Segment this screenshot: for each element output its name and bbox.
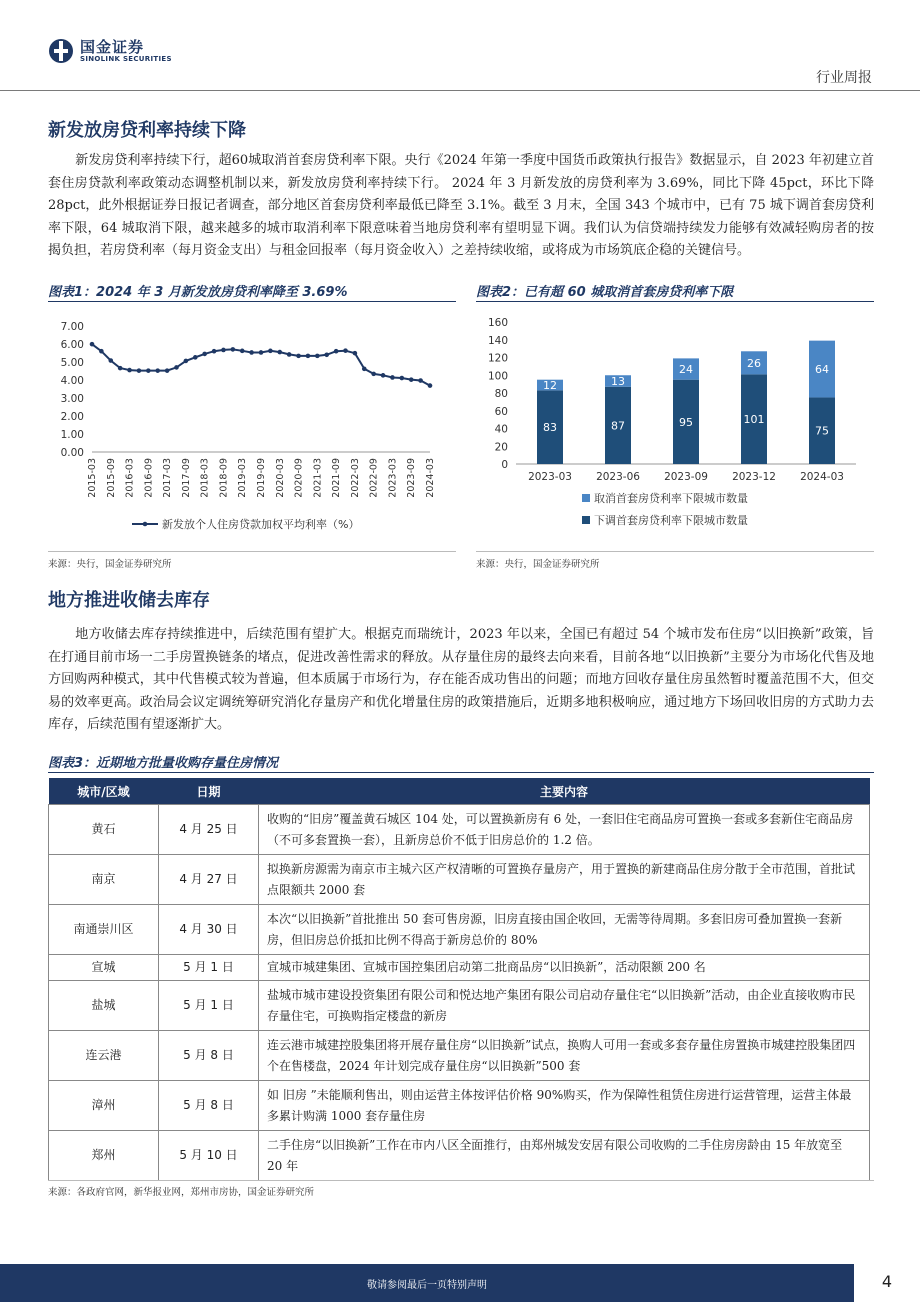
table-cell-content: 二手住房“以旧换新”工作在市内八区全面推行，由郑州城发安居有限公司收购的二手住房房龄由 15 年放宽至 20 年 xyxy=(259,1131,870,1181)
data-point xyxy=(381,373,386,378)
table-cell-city: 漳州 xyxy=(49,1081,159,1131)
data-point xyxy=(428,383,433,388)
table-cell-date: 4 月 25 日 xyxy=(159,805,259,855)
page-header xyxy=(0,0,920,92)
x-tick-label: 2023-12 xyxy=(732,471,776,483)
x-tick-label: 2018-09 xyxy=(218,458,230,498)
table-row xyxy=(49,905,870,955)
data-point xyxy=(108,358,113,363)
data-point xyxy=(390,375,395,380)
y-tick-label: 160 xyxy=(487,317,508,329)
data-point xyxy=(315,354,320,359)
figure-1-title-rule xyxy=(48,301,456,302)
x-tick-label: 2022-03 xyxy=(349,458,361,498)
y-tick-label: 120 xyxy=(487,352,508,365)
section-paragraph-mortgage-rate: 新发房贷利率持续下行，超60城取消首套房贷利率下限。央行《2024 年第一季度中国货币政策执行报告》数据显示，自 2023 年初建立首套住房贷款利率政策动态调整机制以来，新发放房贷利率持续下行。 2024 年 3 月新发放的房贷利率为 3.69%，同比下降 45pct，环比下降 28pct，此外根据证券日报记者调查，部分地区首套房贷利率最低已降至 3.1%。截至 3 月末，全国 343 个城市中，已有 75 城下调首套房贷利率下限，64 城取消下限，越来越多的城市取消利率下限意味着当地房贷利率有望明显下调。我们认为信贷端持续发力能够有效减轻购房者的按揭负担，若房贷利率（每月资金支出）与租金回报率（每月资金收入）之差持续收缩，或将成为市场筑底企稳的关键信号。 xyxy=(48,153,874,259)
table-cell-content: 本次“以旧换新”首批推出 50 套可售房源，旧房直接由国企收回，无需等待周期。多套旧房可叠加置换一套新房，但旧房总价抵扣比例不得高于新房总价的 80% xyxy=(259,905,870,955)
figure-1-title: 图表1：2024 年 3 月新发放房贷利率降至 3.69% xyxy=(48,285,348,300)
legend-label: 下调首套房贷利率下限城市数量 xyxy=(594,514,748,527)
table-row xyxy=(49,981,870,1031)
figure-1-source: 来源：央行，国金证券研究所 xyxy=(48,559,172,570)
y-tick-label: 60 xyxy=(494,405,508,418)
x-tick-label: 2023-03 xyxy=(528,471,572,483)
x-tick-label: 2019-03 xyxy=(237,458,249,498)
figure-1-source-rule xyxy=(48,551,456,552)
header-divider xyxy=(0,90,920,91)
table-row xyxy=(49,855,870,905)
table-cell-city: 宣城 xyxy=(49,955,159,981)
data-point xyxy=(277,350,282,355)
figure-2-title-rule xyxy=(476,301,874,302)
y-tick-label: 5.00 xyxy=(60,357,84,369)
table-cell-date: 4 月 30 日 xyxy=(159,905,259,955)
x-tick-label: 2015-03 xyxy=(87,458,98,498)
table-row xyxy=(49,805,870,855)
figure-2-source-rule xyxy=(476,551,874,552)
data-point xyxy=(409,377,414,382)
logo-english-name: SINOLINK SECURITIES xyxy=(80,54,172,63)
y-tick-label: 2.00 xyxy=(60,411,84,423)
x-tick-label: 2021-09 xyxy=(331,458,343,498)
bar-data-label: 87 xyxy=(611,419,625,433)
sinolink-logo-icon xyxy=(48,38,74,64)
data-point xyxy=(221,348,226,353)
y-tick-label: 80 xyxy=(494,388,508,400)
table-cell-city: 盐城 xyxy=(49,981,159,1031)
legend-swatch xyxy=(582,494,590,502)
y-tick-label: 100 xyxy=(487,370,508,383)
data-point xyxy=(296,354,301,359)
table-cell-date: 5 月 1 日 xyxy=(159,955,259,981)
x-tick-label: 2018-03 xyxy=(199,458,211,498)
page-number: 4 xyxy=(881,1272,892,1291)
company-logo xyxy=(48,38,172,64)
table-row xyxy=(49,1031,870,1081)
data-point xyxy=(202,352,207,357)
y-tick-label: 0.00 xyxy=(60,447,84,459)
table-cell-date: 5 月 1 日 xyxy=(159,981,259,1031)
table-cell-city: 南通崇川区 xyxy=(49,905,159,955)
table-cell-content: 拟换新房源需为南京市主城六区产权清晰的可置换存量房产，用于置换的新建商品住房分散于全市范围，首批试点限额共 2000 套 xyxy=(259,855,870,905)
figure-3-title: 图表3：近期地方批量收购存量住房情况 xyxy=(48,756,279,771)
data-point xyxy=(240,349,245,354)
x-tick-label: 2016-09 xyxy=(143,458,155,498)
legend-swatch xyxy=(582,516,590,524)
data-point xyxy=(165,368,170,373)
data-point xyxy=(127,368,132,373)
section-paragraph-local-acquisition: 地方收储去库存持续推进中，后续范围有望扩大。根据克而瑞统计，2023 年以来，全国已有超过 54 个城市发布住房“以旧换新”政策，旨在打通目前市场一二手房置换链条的堵点，促进改善性需求的释放。从存量住房的最终去向来看，目前各地“以旧换新”主要分为市场化代售及地方回购两种模式，其中代售模式较为普遍，但本质属于市场行为，存在能否成功售出的问题；而地方回收存量住房虽然暂时覆盖范围不大，但交易的效率更高。政治局会议定调统筹研究消化存量房产和优化增量住房的政策措施后，近期多地积极响应，通过地方下场回收旧房的方式助力去库存，后续范围有望逐渐扩大。 xyxy=(48,627,874,733)
table-cell-city: 连云港 xyxy=(49,1031,159,1081)
logo-chinese-name: 国金证券 xyxy=(80,37,145,56)
table-cell-content: 连云港市城建控股集团将开展存量住房“以旧换新”试点，换购人可用一套或多套存量住房置换市城建控股集团四个在售楼盘，2024 年计划完成存量住房“以旧换新”500 套 xyxy=(259,1031,870,1081)
table-cell-content: 盐城市城市建设投资集团有限公司和悦达地产集团有限公司启动存量住宅“以旧换新”活动，由企业直接收购市民存量住宅，可换购指定楼盘的新房 xyxy=(259,981,870,1031)
data-point xyxy=(418,378,423,383)
y-tick-label: 40 xyxy=(494,423,508,436)
x-tick-label: 2020-03 xyxy=(274,458,286,498)
table-row xyxy=(49,1131,870,1181)
table-cell-content: 收购的“旧房”覆盖黄石城区 104 处，可以置换新房有 6 处，一套旧住宅商品房可置换一套或多套新住宅商品房（不可多套置换一套），且新房总价不低于旧房总价的 1.2 倍。 xyxy=(259,805,870,855)
chart-first-home-rate-floor-bar xyxy=(476,306,876,544)
figure-2-source: 来源：央行，国金证券研究所 xyxy=(476,559,600,570)
figure-3-source: 来源：各政府官网，新华报业网，郑州市房协，国金证券研究所 xyxy=(48,1187,315,1198)
data-point xyxy=(212,349,217,354)
data-point xyxy=(353,351,358,356)
y-tick-label: 140 xyxy=(487,334,508,347)
table-cell-content: 宣城市城建集团、宣城市国控集团启动第二批商品房“以旧换新”，活动限额 200 名 xyxy=(259,955,870,981)
figure-3-title-rule xyxy=(48,772,874,773)
bar-data-label: 12 xyxy=(543,379,557,393)
x-tick-label: 2024-03 xyxy=(800,471,844,483)
y-tick-label: 1.00 xyxy=(60,429,84,441)
x-tick-label: 2019-09 xyxy=(256,458,267,498)
x-tick-label: 2016-03 xyxy=(124,458,136,498)
bar-data-label: 101 xyxy=(743,413,765,427)
data-point xyxy=(174,365,179,370)
x-tick-label: 2023-03 xyxy=(387,458,399,498)
x-tick-label: 2024-03 xyxy=(425,458,436,498)
table-header-row xyxy=(49,778,870,805)
section-title-local-acquisition: 地方推进收储去库存 xyxy=(48,590,210,611)
data-point xyxy=(287,352,292,357)
report-type-label: 行业周报 xyxy=(816,70,872,86)
bar-data-label: 75 xyxy=(815,424,829,438)
y-tick-label: 20 xyxy=(494,441,508,454)
table-cell-date: 4 月 27 日 xyxy=(159,855,259,905)
x-tick-label: 2017-03 xyxy=(162,458,174,498)
table-header-date: 日期 xyxy=(159,778,259,805)
bar-data-label: 64 xyxy=(815,363,829,377)
table-row xyxy=(49,955,870,981)
bar-data-label: 26 xyxy=(747,356,761,370)
data-point xyxy=(231,347,236,352)
section-title-mortgage-rate: 新发放房贷利率持续下降 xyxy=(48,120,246,141)
data-point xyxy=(371,372,376,377)
data-point xyxy=(193,355,198,360)
y-tick-label: 6.00 xyxy=(60,339,84,351)
x-tick-label: 2023-06 xyxy=(596,471,640,483)
y-tick-label: 4.00 xyxy=(60,375,84,387)
x-tick-label: 2017-09 xyxy=(180,458,192,498)
bar-data-label: 95 xyxy=(679,415,693,429)
table-cell-content: 如 旧房 ”未能顺利售出，则由运营主体按评估价格 90%购买，作为保障性租赁住房进行运营管理，运营主体最多累计购满 1000 套存量住房 xyxy=(259,1081,870,1131)
data-point xyxy=(118,366,123,371)
legend-marker xyxy=(143,522,148,527)
data-point xyxy=(268,349,273,354)
table-row xyxy=(49,1081,870,1131)
y-tick-label: 0 xyxy=(501,459,508,471)
legend-label: 取消首套房贷利率下限城市数量 xyxy=(594,492,748,505)
x-tick-label: 2021-03 xyxy=(312,458,324,498)
data-point xyxy=(324,353,329,358)
data-point xyxy=(99,349,104,354)
bar-data-label: 83 xyxy=(543,421,557,435)
x-tick-label: 2023-09 xyxy=(664,471,708,483)
table-cell-city: 南京 xyxy=(49,855,159,905)
figure-3-source-rule xyxy=(48,1180,874,1181)
data-point xyxy=(259,350,264,355)
data-point xyxy=(249,350,254,355)
table-cell-city: 黄石 xyxy=(49,805,159,855)
data-point xyxy=(146,368,151,373)
table-cell-date: 5 月 8 日 xyxy=(159,1081,259,1131)
data-point xyxy=(90,342,95,347)
data-point xyxy=(184,359,189,364)
data-point xyxy=(137,368,142,373)
data-point xyxy=(362,367,367,372)
table-cell-date: 5 月 8 日 xyxy=(159,1031,259,1081)
table-cell-city: 郑州 xyxy=(49,1131,159,1181)
data-point xyxy=(334,349,339,354)
chart-mortgage-rate-line xyxy=(48,306,458,544)
table-header-city: 城市/区域 xyxy=(49,778,159,805)
x-tick-label: 2020-09 xyxy=(293,458,305,498)
data-point xyxy=(343,348,348,353)
y-tick-label: 7.00 xyxy=(60,321,84,333)
table-local-housing-acquisition xyxy=(48,778,870,1181)
y-tick-label: 3.00 xyxy=(60,393,84,405)
x-tick-label: 2022-09 xyxy=(368,458,380,498)
bar-data-label: 13 xyxy=(611,375,625,389)
footer-disclaimer: 敬请参阅最后一页特别声明 xyxy=(367,1280,487,1291)
table-cell-date: 5 月 10 日 xyxy=(159,1131,259,1181)
legend-label: 新发放个人住房贷款加权平均利率（%） xyxy=(162,518,360,531)
x-tick-label: 2023-09 xyxy=(406,458,418,498)
table-header-content: 主要内容 xyxy=(259,778,870,805)
figure-2-title: 图表2：已有超 60 城取消首套房贷利率下限 xyxy=(476,285,734,300)
data-point xyxy=(155,368,160,373)
data-point xyxy=(400,376,405,381)
x-tick-label: 2015-09 xyxy=(105,458,117,498)
data-point xyxy=(306,354,311,359)
bar-data-label: 24 xyxy=(679,363,693,377)
